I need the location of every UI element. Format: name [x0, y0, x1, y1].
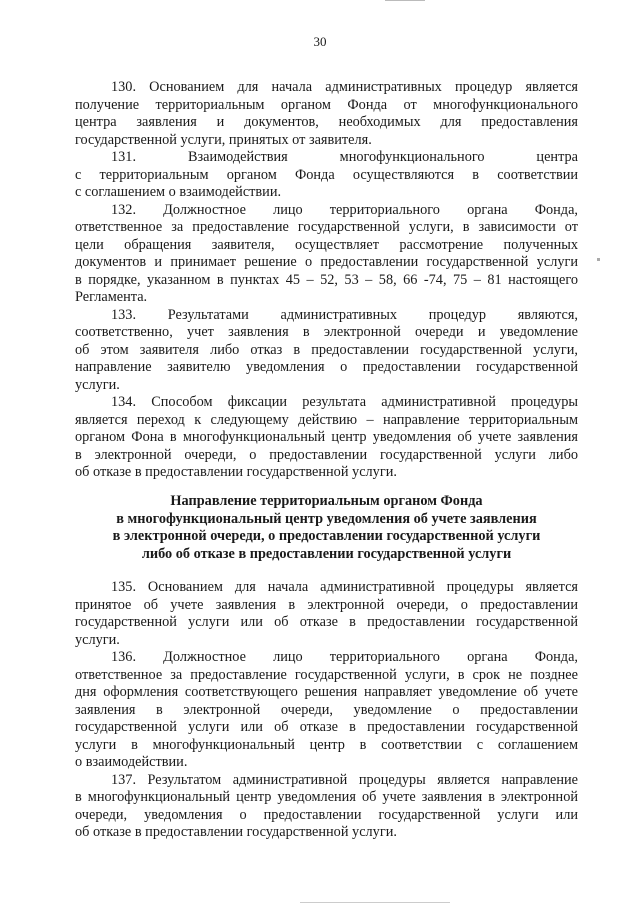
text-line: услуги. [75, 631, 120, 648]
heading-line: в многофункциональный центр уведомления об учете заявления [116, 510, 537, 527]
text-line: в многофункциональный центр уведомления об учете заявления в электронной [75, 789, 578, 805]
text-line: об отказе в предоставлении государственной услуги. [75, 464, 397, 480]
body-text-top [75, 79, 578, 482]
page-number: 30 [313, 34, 327, 49]
text-line: цели обращения заявителя, осуществляет рассмотрение полученных [75, 236, 578, 253]
text-line: государственной услуги, принятых от заявителя. [75, 131, 372, 148]
paragraph [75, 649, 578, 772]
text-line: услуги. [75, 376, 120, 393]
text-line: центра заявления и документов, необходимых для предоставления [75, 114, 578, 130]
text-line: получение территориальным органом Фонда от многофункционального [75, 96, 578, 113]
text-line: принятое об учете заявления в электронной очереди, о предоставлении [75, 596, 578, 613]
heading-line: либо об отказе в предоставлении государственной услуги [141, 545, 512, 562]
text-line: об этом заявителя либо отказ в предоставлении государственной услуги, [75, 341, 578, 358]
text-line: 133. Результатами административных процедур являются, [111, 306, 578, 323]
text-line: 132. Должностное лицо территориального органа Фонда, [111, 201, 578, 218]
text-line: в электронной очереди, о предоставлении государственной услуги либо [75, 446, 578, 463]
text-line: заявления в электронной очереди, уведомление о предоставлении [75, 701, 578, 718]
text-line: услуги в многофункциональный центр в соответствии с соглашением [75, 736, 578, 753]
text-line: органом Фона в многофункциональный центр уведомления об учете заявления [75, 429, 578, 445]
text-line: 135. Основанием для начала административной процедуры является [111, 579, 578, 595]
text-line: 136. Должностное лицо территориального органа Фонда, [111, 649, 578, 665]
text-line: с соглашением о взаимодействии. [75, 184, 282, 200]
text-line: в порядке, указанном в пунктах 45 – 52, 53 – 58, 66 -74, 75 – 81 настоящего [75, 271, 578, 288]
text-line: с территориальным органом Фонда осуществляются в соответствии [75, 166, 578, 183]
text-line: очереди, уведомления о предоставлении государственной услуги или [75, 806, 578, 823]
paragraph [75, 202, 578, 307]
text-line: 131. Взаимодействия многофункционального центра [111, 149, 578, 165]
paragraph [75, 772, 578, 842]
text-line: ответственное за предоставление государственной услуги, в срок не позднее [75, 666, 578, 683]
text-line: об отказе в предоставлении государственной услуги. [75, 824, 397, 840]
body-text-bottom [75, 579, 578, 842]
text-line: направление заявителю уведомления о предоставлении государственной [75, 359, 578, 375]
paragraph [75, 79, 578, 149]
heading-line: Направление территориальным органом Фонда [170, 493, 483, 509]
paragraph [75, 149, 578, 202]
paragraph [75, 394, 578, 482]
paragraph [75, 579, 578, 649]
text-line: о взаимодействии. [75, 754, 188, 770]
text-line: ответственное за предоставление государственной услуги, в зависимости от [75, 219, 578, 235]
text-line: документов и принимает решение о предоставлении государственной услуги [75, 254, 578, 270]
paragraph [75, 307, 578, 395]
text-line: Регламента. [75, 289, 148, 305]
heading-line: в электронной очереди, о предоставлении государственной услуги [112, 528, 541, 544]
text-line: 134. Способом фиксации результата административной процедуры [111, 394, 578, 410]
text-line: является переход к следующему действию – направление территориальным [75, 411, 578, 428]
text-line: 137. Результатом административной процедуры является направление [111, 771, 578, 788]
scan-artifact-top [385, 0, 425, 1]
scan-artifact-bottom [300, 902, 450, 903]
scan-artifact-dot [597, 258, 600, 261]
text-line: соответственно, учет заявления в электронной очереди и уведомление [75, 324, 578, 340]
section-heading [75, 493, 578, 563]
text-line: государственной услуги или об отказе в предоставлении государственной [75, 614, 578, 630]
text-line: государственной услуги или об отказе в предоставлении государственной [75, 719, 578, 735]
text-line: дня оформления соответствующего решения направляет уведомление об учете [75, 684, 578, 700]
text-line: 130. Основанием для начала административных процедур является [111, 79, 578, 95]
